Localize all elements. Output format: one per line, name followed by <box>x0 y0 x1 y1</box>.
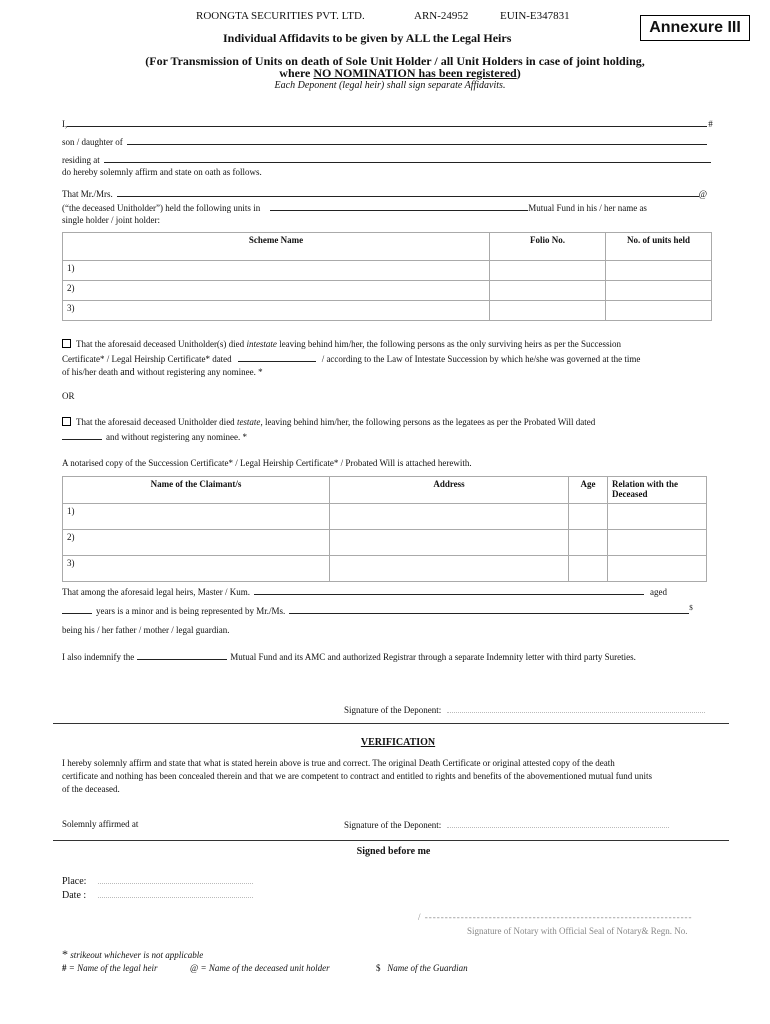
page-subtitle-line-2: where NO NOMINATION has been registered) <box>279 66 521 80</box>
indemnify-line[interactable]: I also indemnify the Mutual Fund and its AMC and authorized Registrar through a separate Indemnity letter with third party Sureties. <box>62 652 636 662</box>
table-row: 3) <box>63 556 707 582</box>
notary-signature-line[interactable]: / ------------------------------------------------------------------- <box>418 912 693 922</box>
testate-line-1: That the aforesaid deceased Unitholder died testate, leaving behind him/her, the following persons as the legatees as per the Probated Will dated <box>62 417 595 427</box>
footnote-hash: # = Name of the legal heir <box>62 963 158 973</box>
units-header: No. of units held <box>606 233 712 261</box>
intestate-line-1: That the aforesaid deceased Unitholder(s) died intestate leaving behind him/her, the following persons as the only surviving heirs as per the Succession <box>62 339 621 349</box>
deponent-name-line[interactable]: I, # <box>62 119 713 129</box>
scheme-table <box>62 232 712 321</box>
table-row: 2) <box>63 530 707 556</box>
footnote-at: @ = Name of the deceased unit holder <box>190 963 330 973</box>
page-title: Individual Affidavits to be given by ALL the Legal Heirs <box>223 31 512 45</box>
testate-checkbox[interactable] <box>62 417 71 426</box>
solemnly-affirmed: Solemnly affirmed at <box>62 819 139 829</box>
euin-number: EUIN-E347831 <box>500 10 570 22</box>
notarised-text: A notarised copy of the Succession Certificate* / Legal Heirship Certificate* / Probated Will is attached herewith. <box>62 458 472 468</box>
mutual-fund-line[interactable]: (“the deceased Unitholder”) held the following units in Mutual Fund in his / her name as <box>62 203 647 213</box>
claimant-table <box>62 476 707 582</box>
intestate-line-3: of his/her death and without registering any nominee. * <box>62 367 263 378</box>
divider <box>53 840 729 841</box>
affirm-text: do hereby solemnly affirm and state on oath as follows. <box>62 167 262 177</box>
verification-line-3: of the deceased. <box>62 784 120 794</box>
verification-line-1: I hereby solemnly affirm and state that what is stated herein above is true and correct. The original Death Certificate or original attested copy of the death <box>62 758 615 768</box>
testate-line-2[interactable]: and without registering any nominee. * <box>62 431 247 442</box>
annexure-badge: Annexure III <box>640 15 750 41</box>
page-subtitle-line: (For Transmission of Units on death of Sole Unit Holder / all Unit Holders in case of joint holding, <box>145 54 645 68</box>
verification-signature[interactable]: Signature of the Deponent: <box>344 819 669 830</box>
date-field[interactable]: Date : <box>62 889 253 901</box>
relation-header: Relation with the Deceased <box>608 477 707 504</box>
deceased-name-line[interactable]: That Mr./Mrs. @ <box>62 189 708 199</box>
intestate-line-2[interactable]: Certificate* / Legal Heirship Certificate* dated / according to the Law of Intestate Succession by which he/she was governed at the time <box>62 354 641 364</box>
table-row: 1) <box>63 504 707 530</box>
deponent-note: Each Deponent (legal heir) shall sign separate Affidavits. <box>274 80 506 91</box>
scheme-name-header: Scheme Name <box>63 233 490 261</box>
minor-line-1[interactable]: That among the aforesaid legal heirs, Master / Kum. aged <box>62 587 667 597</box>
intestate-checkbox[interactable] <box>62 339 71 348</box>
residence-line[interactable]: residing at <box>62 154 711 165</box>
parent-name-line[interactable]: son / daughter of <box>62 136 707 147</box>
table-row: 3) <box>63 301 712 321</box>
deponent-signature[interactable]: Signature of the Deponent: <box>344 704 705 715</box>
folio-header: Folio No. <box>489 233 605 261</box>
verification-line-2: certificate and nothing has been concealed therein and that we are competent to contract and entitled to rights and benefits of the abovementioned mutual fund units <box>62 771 653 781</box>
address-header: Address <box>330 477 569 504</box>
claimant-name-header: Name of the Claimant/s <box>63 477 330 504</box>
footnote-strikeout: * strikeout whichever is not applicable <box>62 947 204 961</box>
divider <box>53 723 729 724</box>
notary-signature-label: Signature of Notary with Official Seal of Notary& Regn. No. <box>467 926 688 936</box>
company-name: ROONGTA SECURITIES PVT. LTD. <box>196 10 365 22</box>
table-row: 2) <box>63 281 712 301</box>
holder-type-text: single holder / joint holder: <box>62 215 160 225</box>
signed-before-me: Signed before me <box>356 846 431 857</box>
place-field[interactable]: Place: <box>62 875 253 887</box>
minor-line-3: being his / her father / mother / legal guardian. <box>62 625 230 635</box>
table-row: 1) <box>63 261 712 281</box>
arn-number: ARN-24952 <box>414 10 469 22</box>
minor-line-2[interactable]: years is a minor and is being represented by Mr./Ms. $ <box>62 604 693 616</box>
verification-title: VERIFICATION <box>360 737 436 748</box>
footnote-dollar: $ Name of the Guardian <box>376 963 468 973</box>
or-label: OR <box>62 391 75 401</box>
age-header: Age <box>569 477 608 504</box>
